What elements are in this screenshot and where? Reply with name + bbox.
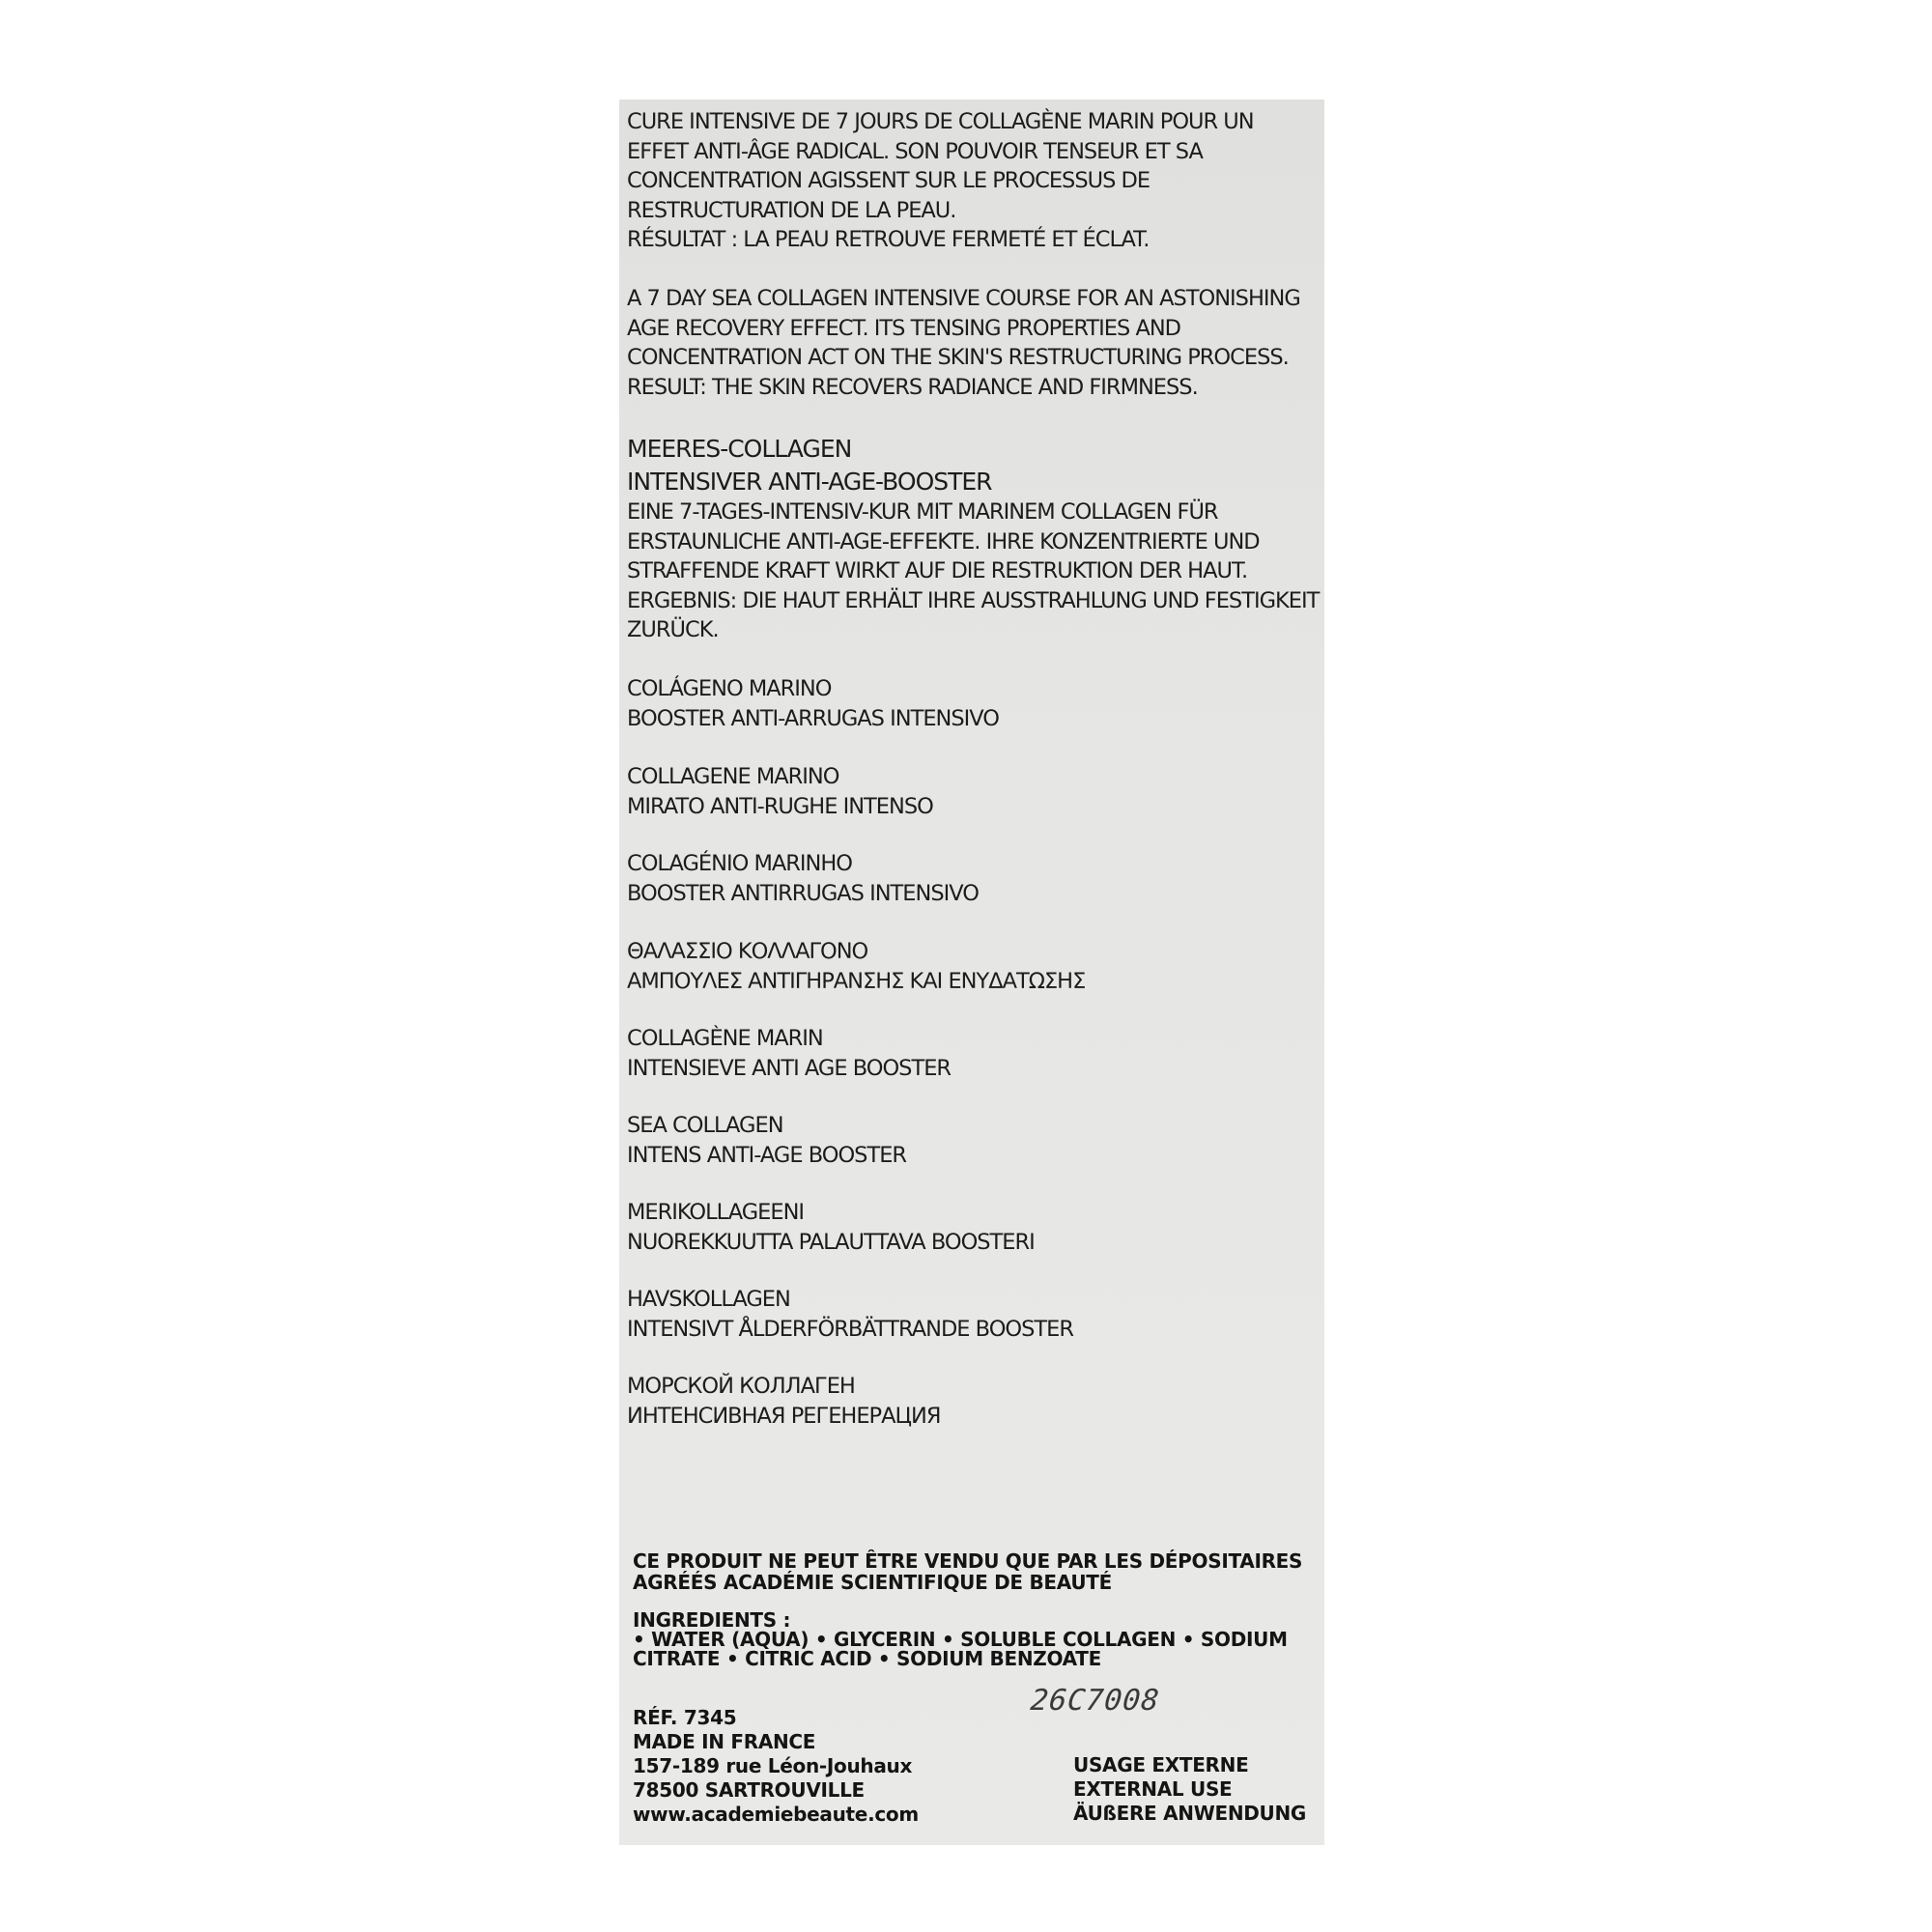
german-title: MEERES-COLLAGEN INTENSIVER ANTI-AGE-BOOSTER xyxy=(627,435,992,496)
italian-title: COLLAGENE MARINO MIRATO ANTI-RUGHE INTENSO xyxy=(627,764,933,819)
spanish-title: COLÁGENO MARINO BOOSTER ANTI-ARRUGAS INTENSIVO xyxy=(627,676,999,731)
usage-notice: USAGE EXTERNE EXTERNAL USE ÄUßERE ANWENDUNG xyxy=(1073,1753,1307,1825)
ingredients-list: INGREDIENTS : • WATER (AQUA) • GLYCERIN • SOLUBLE COLLAGEN • SODIUM CITRATE • CITRIC ACID • SODIUM BENZOATE xyxy=(633,1608,1288,1670)
dutch-title: COLLAGÈNE MARIN INTENSIEVE ANTI AGE BOOSTER xyxy=(627,1026,952,1081)
finnish-title: MERIKOLLAGEENI NUOREKKUUTTA PALAUTTAVA BOOSTERI xyxy=(627,1200,1035,1255)
swedish-title: HAVSKOLLAGEN INTENSIVT ÅLDERFÖRBÄTTRANDE BOOSTER xyxy=(627,1287,1073,1342)
greek-title: ΘΑΛΑΣΣΙΟ ΚΟΛΛΑΓΟΝΟ ΑΜΠΟΥΛΕΣ ΑΝΤΙΓΗΡΑΝΣΗΣ ΚΑΙ ΕΝΥΔΑΤΩΣΗΣ xyxy=(627,939,1086,994)
english-description: A 7 DAY SEA COLLAGEN INTENSIVE COURSE FOR AN ASTONISHING AGE RECOVERY EFFECT. ITS TENSING PROPERTIES AND CONCENTRATION ACT ON THE SKIN'S RESTRUCTURING PROCESS. RESULT: THE SKIN RECOVERS RADIANCE AND FIRMNESS. xyxy=(627,286,1300,400)
french-description: CURE INTENSIVE DE 7 JOURS DE COLLAGÈNE MARIN POUR UN EFFET ANTI-ÂGE RADICAL. SON POUVOIR TENSEUR ET SA CONCENTRATION AGISSENT SUR LE PROCESSUS DE RESTRUCTURATION DE LA PEAU. RÉSULTAT : LA PEAU RETROUVE FERMETÉ ET ÉCLAT. xyxy=(627,109,1254,252)
distribution-notice: CE PRODUIT NE PEUT ÊTRE VENDU QUE PAR LES DÉPOSITAIRES AGRÉÉS ACADÉMIE SCIENTIFIQUE DE BEAUTÉ xyxy=(633,1549,1303,1594)
manufacturer-info: RÉF. 7345 MADE IN FRANCE 157-189 rue Léon-Jouhaux 78500 SARTROUVILLE www.academiebeaute.com xyxy=(633,1706,919,1826)
portuguese-title: COLAGÉNIO MARINHO BOOSTER ANTIRRUGAS INTENSIVO xyxy=(627,851,979,906)
russian-title: МОРСКОЙ КОЛЛАГЕН ИНТЕНСИВНАЯ РЕГЕНЕРАЦИЯ xyxy=(627,1374,941,1429)
product-label-panel xyxy=(619,99,1324,1845)
danish-title: SEA COLLAGEN INTENS ANTI-AGE BOOSTER xyxy=(627,1113,907,1168)
german-description: EINE 7-TAGES-INTENSIV-KUR MIT MARINEM COLLAGEN FÜR ERSTAUNLICHE ANTI-AGE-EFFEKTE. IHRE KONZENTRIERTE UND STRAFFENDE KRAFT WIRKT AUF DIE RESTRUKTION DER HAUT. ERGEBNIS: DIE HAUT ERHÄLT IHRE AUSSTRAHLUNG UND FESTIGKEIT ZURÜCK. xyxy=(627,499,1320,642)
lot-code-stamp: 26C7008 xyxy=(1029,1684,1162,1718)
